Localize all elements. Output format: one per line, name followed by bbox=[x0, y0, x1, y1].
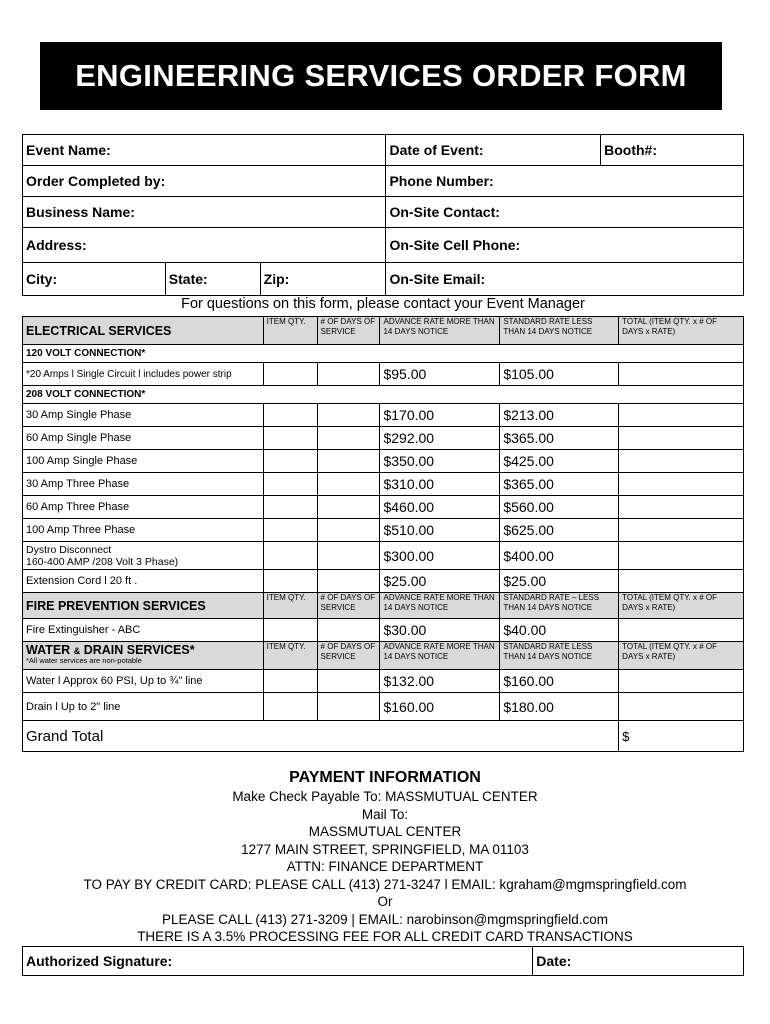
address-field[interactable]: Address: bbox=[23, 228, 386, 263]
standard-price: $40.00 bbox=[500, 619, 619, 642]
days-input[interactable] bbox=[317, 519, 380, 542]
services-table bbox=[22, 316, 744, 752]
days-input[interactable] bbox=[317, 693, 380, 721]
qty-input[interactable] bbox=[263, 693, 317, 721]
item-name: 30 Amp Single Phase bbox=[23, 404, 264, 427]
item-name: Fire Extinguisher - ABC bbox=[23, 619, 264, 642]
total-input[interactable] bbox=[619, 450, 744, 473]
col-item-qty: ITEM QTY. bbox=[263, 593, 317, 619]
water-heading bbox=[23, 642, 264, 670]
zip-field[interactable]: Zip: bbox=[260, 263, 386, 296]
onsite-contact-field[interactable]: On-Site Contact: bbox=[386, 197, 744, 228]
payment-line: Mail To: bbox=[361, 806, 409, 822]
standard-price: $213.00 bbox=[500, 404, 619, 427]
advance-price: $310.00 bbox=[380, 473, 500, 496]
col-days-service: # OF DAYS OF SERVICE bbox=[317, 317, 380, 345]
days-input[interactable] bbox=[317, 619, 380, 642]
advance-price: $300.00 bbox=[380, 542, 500, 570]
item-name: Drain l Up to 2" line bbox=[23, 693, 264, 721]
standard-price: $25.00 bbox=[500, 570, 619, 593]
water-heading-amp: & bbox=[73, 646, 81, 656]
advance-price: $350.00 bbox=[380, 450, 500, 473]
days-input[interactable] bbox=[317, 404, 380, 427]
days-input[interactable] bbox=[317, 427, 380, 450]
payment-heading: PAYMENT INFORMATION bbox=[289, 769, 481, 786]
payment-line: PLEASE CALL (413) 271-3209 | EMAIL: narobinson@mgmspringfield.com bbox=[162, 911, 608, 927]
item-name: 100 Amp Single Phase bbox=[23, 450, 264, 473]
state-field[interactable]: State: bbox=[165, 263, 260, 296]
grand-total-label: Grand Total bbox=[23, 721, 619, 752]
form-title: ENGINEERING SERVICES ORDER FORM bbox=[40, 42, 722, 110]
water-heading-b: DRAIN SERVICES* bbox=[83, 643, 195, 657]
total-input[interactable] bbox=[619, 693, 744, 721]
standard-price: $105.00 bbox=[500, 363, 619, 386]
order-completed-by-field[interactable]: Order Completed by: bbox=[23, 166, 386, 197]
qty-input[interactable] bbox=[263, 619, 317, 642]
signature-table bbox=[22, 946, 744, 976]
standard-price: $160.00 bbox=[500, 670, 619, 693]
payment-line: 1277 MAIN STREET, SPRINGFIELD, MA 01103 bbox=[241, 841, 529, 857]
total-input[interactable] bbox=[619, 619, 744, 642]
item-name-line2: 160-400 AMP /208 Volt 3 Phase) bbox=[26, 555, 179, 568]
authorized-signature-field[interactable]: Authorized Signature: bbox=[23, 947, 533, 976]
phone-number-field[interactable]: Phone Number: bbox=[386, 166, 744, 197]
standard-price: $365.00 bbox=[500, 473, 619, 496]
payment-line: ATTN: FINANCE DEPARTMENT bbox=[286, 859, 484, 874]
payment-line: Make Check Payable To: MASSMUTUAL CENTER bbox=[232, 789, 538, 804]
advance-price: $30.00 bbox=[380, 619, 500, 642]
payment-line: TO PAY BY CREDIT CARD: PLEASE CALL (413) 271-3247 l EMAIL: kgraham@mgmspringfield.com bbox=[83, 876, 687, 892]
advance-price: $160.00 bbox=[380, 693, 500, 721]
days-input[interactable] bbox=[317, 542, 380, 570]
days-input[interactable] bbox=[317, 473, 380, 496]
advance-price: $95.00 bbox=[380, 363, 500, 386]
total-input[interactable] bbox=[619, 570, 744, 593]
col-item-qty: ITEM QTY. bbox=[263, 642, 317, 670]
advance-price: $510.00 bbox=[380, 519, 500, 542]
payment-line: MASSMUTUAL CENTER bbox=[308, 824, 462, 839]
electrical-heading: ELECTRICAL SERVICES bbox=[23, 317, 264, 345]
standard-price: $365.00 bbox=[500, 427, 619, 450]
grand-total-field[interactable]: $ bbox=[619, 721, 744, 752]
qty-input[interactable] bbox=[263, 404, 317, 427]
days-input[interactable] bbox=[317, 496, 380, 519]
col-days-service: # OF DAYS OF SERVICE bbox=[317, 593, 380, 619]
advance-price: $132.00 bbox=[380, 670, 500, 693]
qty-input[interactable] bbox=[263, 363, 317, 386]
item-name: Water l Approx 60 PSI, Up to ¾" line bbox=[23, 670, 264, 693]
onsite-email-field[interactable]: On-Site Email: bbox=[386, 263, 744, 296]
date-field[interactable]: Date: bbox=[533, 947, 744, 976]
col-item-qty: ITEM QTY. bbox=[263, 317, 317, 345]
item-name: 60 Amp Three Phase bbox=[23, 496, 264, 519]
total-input[interactable] bbox=[619, 404, 744, 427]
qty-input[interactable] bbox=[263, 542, 317, 570]
col-total: TOTAL (ITEM QTY. x # OF DAYS x RATE) bbox=[619, 593, 744, 619]
sub-208-volt: 208 VOLT CONNECTION* bbox=[23, 386, 744, 404]
col-total: TOTAL (ITEM QTY. x # OF DAYS x RATE) bbox=[619, 317, 744, 345]
water-note: *All water services are non-potable bbox=[26, 656, 142, 665]
sub-120-volt: 120 VOLT CONNECTION* bbox=[23, 345, 744, 363]
total-input[interactable] bbox=[619, 542, 744, 570]
days-input[interactable] bbox=[317, 363, 380, 386]
total-input[interactable] bbox=[619, 519, 744, 542]
standard-price: $400.00 bbox=[500, 542, 619, 570]
total-input[interactable] bbox=[619, 363, 744, 386]
standard-price: $625.00 bbox=[500, 519, 619, 542]
item-name-line1: Dystro Disconnect bbox=[26, 543, 112, 556]
qty-input[interactable] bbox=[263, 496, 317, 519]
advance-price: $25.00 bbox=[380, 570, 500, 593]
col-standard-rate: STANDARD RATE LESS THAN 14 DAYS NOTICE bbox=[500, 642, 619, 670]
event-name-field[interactable]: Event Name: bbox=[23, 135, 386, 166]
city-field[interactable]: City: bbox=[23, 263, 166, 296]
water-heading-a: WATER bbox=[26, 643, 71, 657]
item-name: Extension Cord l 20 ft . bbox=[23, 570, 264, 593]
onsite-cell-field[interactable]: On-Site Cell Phone: bbox=[386, 228, 744, 263]
col-advance-rate: ADVANCE RATE MORE THAN 14 DAYS NOTICE bbox=[380, 642, 500, 670]
event-info-table bbox=[22, 134, 744, 296]
col-total: TOTAL (ITEM QTY. x # OF DAYS x RATE) bbox=[619, 642, 744, 670]
total-input[interactable] bbox=[619, 670, 744, 693]
days-input[interactable] bbox=[317, 450, 380, 473]
date-of-event-field[interactable]: Date of Event: bbox=[386, 135, 601, 166]
qty-input[interactable] bbox=[263, 427, 317, 450]
item-name: 60 Amp Single Phase bbox=[23, 427, 264, 450]
col-advance-rate: ADVANCE RATE MORE THAN 14 DAYS NOTICE bbox=[380, 317, 500, 345]
item-name: 30 Amp Three Phase bbox=[23, 473, 264, 496]
col-standard-rate: STANDARD RATE – LESS THAN 14 DAYS NOTICE bbox=[500, 593, 619, 619]
qty-input[interactable] bbox=[263, 519, 317, 542]
days-input[interactable] bbox=[317, 570, 380, 593]
qty-input[interactable] bbox=[263, 570, 317, 593]
total-input[interactable] bbox=[619, 473, 744, 496]
business-name-field[interactable]: Business Name: bbox=[23, 197, 386, 228]
standard-price: $425.00 bbox=[500, 450, 619, 473]
advance-price: $292.00 bbox=[380, 427, 500, 450]
fire-heading: FIRE PREVENTION SERVICES bbox=[23, 593, 264, 619]
item-name: 100 Amp Three Phase bbox=[23, 519, 264, 542]
contact-note: For questions on this form, please contact your Event Manager bbox=[181, 296, 585, 312]
advance-price: $460.00 bbox=[380, 496, 500, 519]
qty-input[interactable] bbox=[263, 670, 317, 693]
payment-line: Or bbox=[377, 894, 393, 909]
payment-line: THERE IS A 3.5% PROCESSING FEE FOR ALL CREDIT CARD TRANSACTIONS bbox=[137, 929, 633, 944]
payment-info bbox=[0, 768, 770, 946]
advance-price: $170.00 bbox=[380, 404, 500, 427]
qty-input[interactable] bbox=[263, 450, 317, 473]
days-input[interactable] bbox=[317, 670, 380, 693]
col-days-service: # OF DAYS OF SERVICE bbox=[317, 642, 380, 670]
item-name: *20 Amps l Single Circuit l includes power strip bbox=[23, 363, 264, 386]
total-input[interactable] bbox=[619, 427, 744, 450]
col-standard-rate: STANDARD RATE LESS THAN 14 DAYS NOTICE bbox=[500, 317, 619, 345]
standard-price: $560.00 bbox=[500, 496, 619, 519]
standard-price: $180.00 bbox=[500, 693, 619, 721]
qty-input[interactable] bbox=[263, 473, 317, 496]
col-advance-rate: ADVANCE RATE MORE THAN 14 DAYS NOTICE bbox=[380, 593, 500, 619]
item-name bbox=[23, 542, 264, 570]
total-input[interactable] bbox=[619, 496, 744, 519]
booth-field[interactable]: Booth#: bbox=[601, 135, 744, 166]
